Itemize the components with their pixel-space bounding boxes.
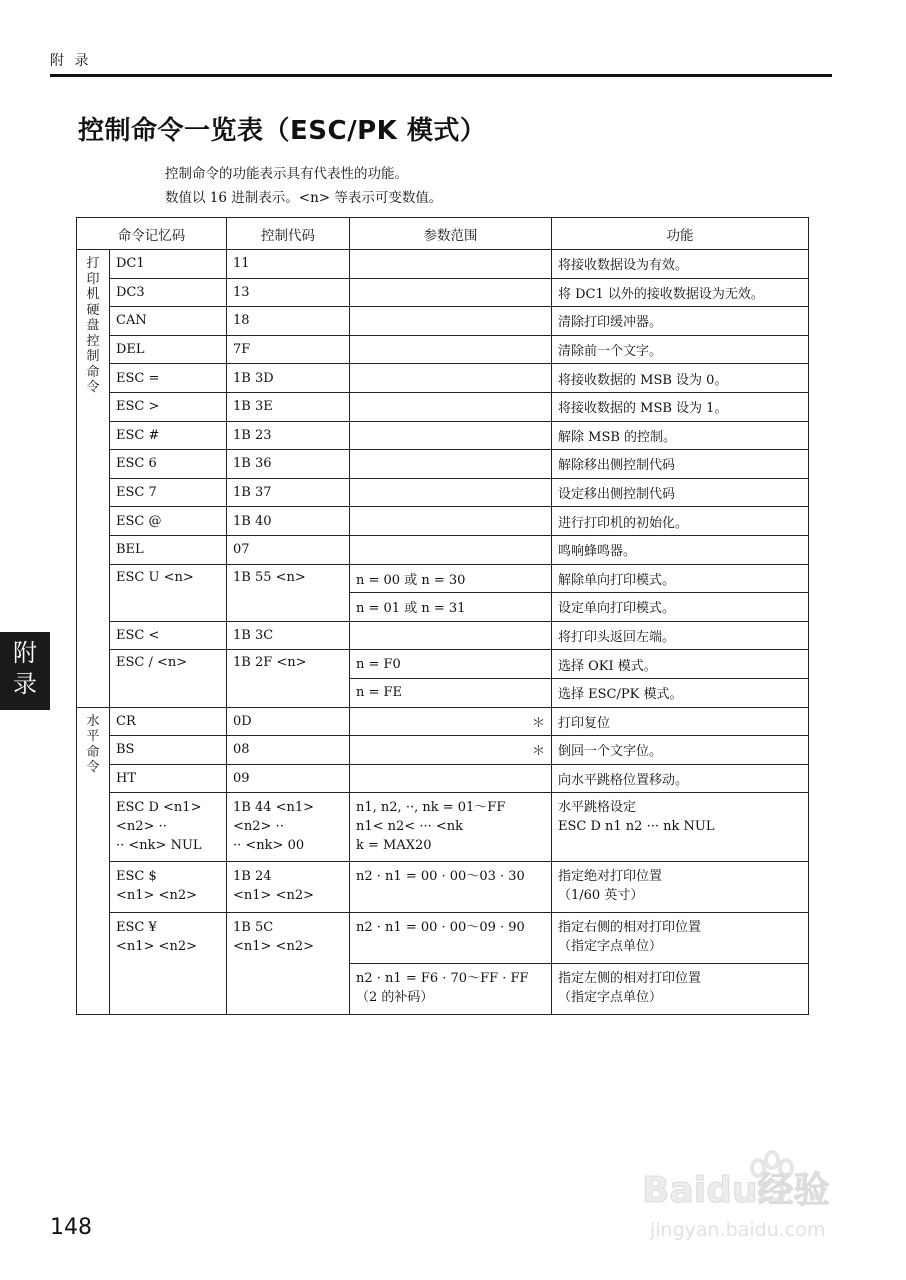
cell-function: 设定单向打印模式。 <box>552 593 809 622</box>
cell-param <box>350 421 552 450</box>
cell-mnemonic: DEL <box>110 335 227 364</box>
cell-mnemonic: ESC > <box>110 392 227 421</box>
asterisk-mark: ＊ <box>531 715 545 731</box>
table-row <box>77 736 809 765</box>
cell-param <box>350 335 552 364</box>
cell-line: n2 · n1 = 00 · 00～09 · 90 <box>356 920 525 936</box>
cell-mnemonic: ESC # <box>110 421 227 450</box>
cell-mnemonic: HT <box>110 764 227 793</box>
cell-param <box>350 964 552 1015</box>
cell-code: 1B 23 <box>227 421 350 450</box>
table-row <box>77 862 809 913</box>
table-row <box>77 913 809 964</box>
table-row <box>77 421 809 450</box>
cell-line: 指定绝对打印位置 <box>558 869 663 885</box>
cell-function: 鸣响蜂鸣器。 <box>552 535 809 564</box>
cell-param <box>350 392 552 421</box>
table-row <box>77 250 809 279</box>
cell-code: 1B 55 <n> <box>227 564 350 621</box>
cell-param <box>350 913 552 964</box>
table-row <box>77 621 809 650</box>
cell-line: ·· <nk> NUL <box>116 838 202 854</box>
cell-mnemonic: BEL <box>110 535 227 564</box>
cell-function <box>552 964 809 1015</box>
cell-code: 7F <box>227 335 350 364</box>
cell-code: 1B 2F <n> <box>227 650 350 707</box>
cell-function <box>552 913 809 964</box>
cell-line: 1B 44 <n1> <box>233 800 315 816</box>
table-row <box>77 564 809 593</box>
cell-line: ESC D <n1> <box>116 800 202 816</box>
cell-function <box>552 862 809 913</box>
cell-line: k = MAX20 <box>356 838 432 854</box>
cell-mnemonic <box>110 913 227 1015</box>
cell-function: 进行打印机的初始化。 <box>552 507 809 536</box>
table-row <box>77 478 809 507</box>
page-title: 控制命令一览表（ESC/PK 模式） <box>78 116 487 146</box>
cell-line: （2 的补码） <box>356 990 434 1006</box>
cell-mnemonic: DC1 <box>110 250 227 279</box>
intro-line-2: 数值以 16 进制表示。<n> 等表示可变数值。 <box>165 190 443 206</box>
cell-mnemonic <box>110 793 227 862</box>
cell-mnemonic: ESC @ <box>110 507 227 536</box>
cell-function: 清除前一个文字。 <box>552 335 809 364</box>
section-tab-line-1: 附 <box>13 639 37 667</box>
cell-param <box>350 478 552 507</box>
cell-code: 1B 40 <box>227 507 350 536</box>
cell-param <box>350 862 552 913</box>
table-row <box>77 707 809 736</box>
cell-function: 将接收数据的 MSB 设为 1。 <box>552 392 809 421</box>
group-label-horizontal: 水平命令 <box>77 707 110 1015</box>
cell-mnemonic: ESC / <n> <box>110 650 227 707</box>
cell-line: n2 · n1 = F6 · 70～FF · FF <box>356 971 529 987</box>
cell-mnemonic: ESC U <n> <box>110 564 227 621</box>
cell-param <box>350 707 552 736</box>
group-label-printer: 打印机硬盘控制命令 <box>77 250 110 708</box>
cell-function: 设定移出侧控制代码 <box>552 478 809 507</box>
cell-param <box>350 278 552 307</box>
cell-line: <n1> <n2> <box>233 939 314 955</box>
cell-function: 选择 ESC/PK 模式。 <box>552 678 809 707</box>
cell-param <box>350 250 552 279</box>
cell-param: n = 01 或 n = 31 <box>350 593 552 622</box>
cell-code: 11 <box>227 250 350 279</box>
cell-line: ESC ¥ <box>116 920 157 936</box>
cell-code: 1B 37 <box>227 478 350 507</box>
intro-line-1: 控制命令的功能表示具有代表性的功能。 <box>165 166 408 182</box>
header-function: 功能 <box>552 218 809 250</box>
cell-function: 打印复位 <box>552 707 809 736</box>
cell-line: 1B 24 <box>233 869 272 885</box>
cell-line: <n1> <n2> <box>116 888 197 904</box>
cell-code: 1B 3E <box>227 392 350 421</box>
baidu-watermark <box>640 1140 870 1250</box>
table-row <box>77 507 809 536</box>
cell-param: n = F0 <box>350 650 552 679</box>
cell-function: 向水平跳格位置移动。 <box>552 764 809 793</box>
cell-mnemonic: ESC < <box>110 621 227 650</box>
cell-function: 解除 MSB 的控制。 <box>552 421 809 450</box>
table-row <box>77 764 809 793</box>
cell-line: 指定右侧的相对打印位置 <box>558 920 702 936</box>
watermark-brand: Baidu经验 <box>642 1170 830 1211</box>
header-rule <box>50 74 832 77</box>
cell-line: （1/60 英寸） <box>558 888 644 904</box>
cell-line: 指定左侧的相对打印位置 <box>558 971 702 987</box>
cell-code: 0D <box>227 707 350 736</box>
cell-line: <n1> <n2> <box>233 888 314 904</box>
cell-function: 清除打印缓冲器。 <box>552 307 809 336</box>
table-row <box>77 535 809 564</box>
cell-code: 1B 36 <box>227 450 350 479</box>
cell-mnemonic: ESC 6 <box>110 450 227 479</box>
table-row <box>77 650 809 679</box>
cell-code: 13 <box>227 278 350 307</box>
cell-code: 07 <box>227 535 350 564</box>
cell-function: 倒回一个文字位。 <box>552 736 809 765</box>
section-tab-line-2: 录 <box>13 670 37 698</box>
cell-function: 解除移出侧控制代码 <box>552 450 809 479</box>
cell-param <box>350 535 552 564</box>
cell-param <box>350 364 552 393</box>
watermark-url: jingyan.baidu.com <box>650 1219 826 1241</box>
cell-line: （指定字点单位） <box>558 939 663 955</box>
table-row <box>77 793 809 862</box>
cell-function: 将打印头返回左端。 <box>552 621 809 650</box>
table-row <box>77 364 809 393</box>
cell-code <box>227 913 350 1015</box>
cell-function <box>552 793 809 862</box>
table-row <box>77 278 809 307</box>
cell-line: n1, n2, ··, nk = 01～FF <box>356 800 506 816</box>
cell-line: n1< n2< ··· <nk <box>356 819 464 835</box>
section-tab <box>0 632 50 710</box>
cell-function: 解除单向打印模式。 <box>552 564 809 593</box>
intro-text <box>165 162 442 210</box>
cell-param <box>350 621 552 650</box>
cell-line: ESC $ <box>116 869 157 885</box>
cell-line: ESC D n1 n2 ··· nk NUL <box>558 819 715 835</box>
cell-line: <n2> ·· <box>233 819 284 835</box>
cell-code <box>227 793 350 862</box>
cell-line: <n1> <n2> <box>116 939 197 955</box>
cell-code: 1B 3D <box>227 364 350 393</box>
header-param: 参数范围 <box>350 218 552 250</box>
header-code: 控制代码 <box>227 218 350 250</box>
cell-mnemonic: CAN <box>110 307 227 336</box>
page-number: 148 <box>50 1215 92 1240</box>
cell-mnemonic: CR <box>110 707 227 736</box>
cell-code: 18 <box>227 307 350 336</box>
cell-param <box>350 793 552 862</box>
command-table <box>76 217 809 1015</box>
cell-code: 1B 3C <box>227 621 350 650</box>
cell-param <box>350 764 552 793</box>
header-mnemonic: 命令记忆码 <box>77 218 227 250</box>
cell-line: （指定字点单位） <box>558 990 663 1006</box>
cell-param: n = FE <box>350 678 552 707</box>
cell-code: 09 <box>227 764 350 793</box>
cell-mnemonic: ESC 7 <box>110 478 227 507</box>
cell-param <box>350 507 552 536</box>
cell-code <box>227 862 350 913</box>
cell-code: 08 <box>227 736 350 765</box>
cell-param: n = 00 或 n = 30 <box>350 564 552 593</box>
cell-mnemonic: DC3 <box>110 278 227 307</box>
cell-line: n2 · n1 = 00 · 00～03 · 30 <box>356 869 525 885</box>
cell-param <box>350 307 552 336</box>
cell-param <box>350 736 552 765</box>
cell-function: 选择 OKI 模式。 <box>552 650 809 679</box>
asterisk-mark: ＊ <box>531 744 545 760</box>
table-row <box>77 335 809 364</box>
table-header-row <box>77 218 809 250</box>
cell-line: 1B 5C <box>233 920 274 936</box>
table-row <box>77 392 809 421</box>
cell-line: <n2> ·· <box>116 819 167 835</box>
cell-mnemonic: ESC = <box>110 364 227 393</box>
cell-function: 将 DC1 以外的接收数据设为无效。 <box>552 278 809 307</box>
table-row <box>77 307 809 336</box>
cell-line: 水平跳格设定 <box>558 800 637 816</box>
cell-param <box>350 450 552 479</box>
cell-mnemonic <box>110 862 227 913</box>
running-header: 附 录 <box>50 53 92 69</box>
cell-mnemonic: BS <box>110 736 227 765</box>
cell-line: ·· <nk> 00 <box>233 838 305 854</box>
cell-function: 将接收数据的 MSB 设为 0。 <box>552 364 809 393</box>
table-row <box>77 450 809 479</box>
cell-function: 将接收数据设为有效。 <box>552 250 809 279</box>
